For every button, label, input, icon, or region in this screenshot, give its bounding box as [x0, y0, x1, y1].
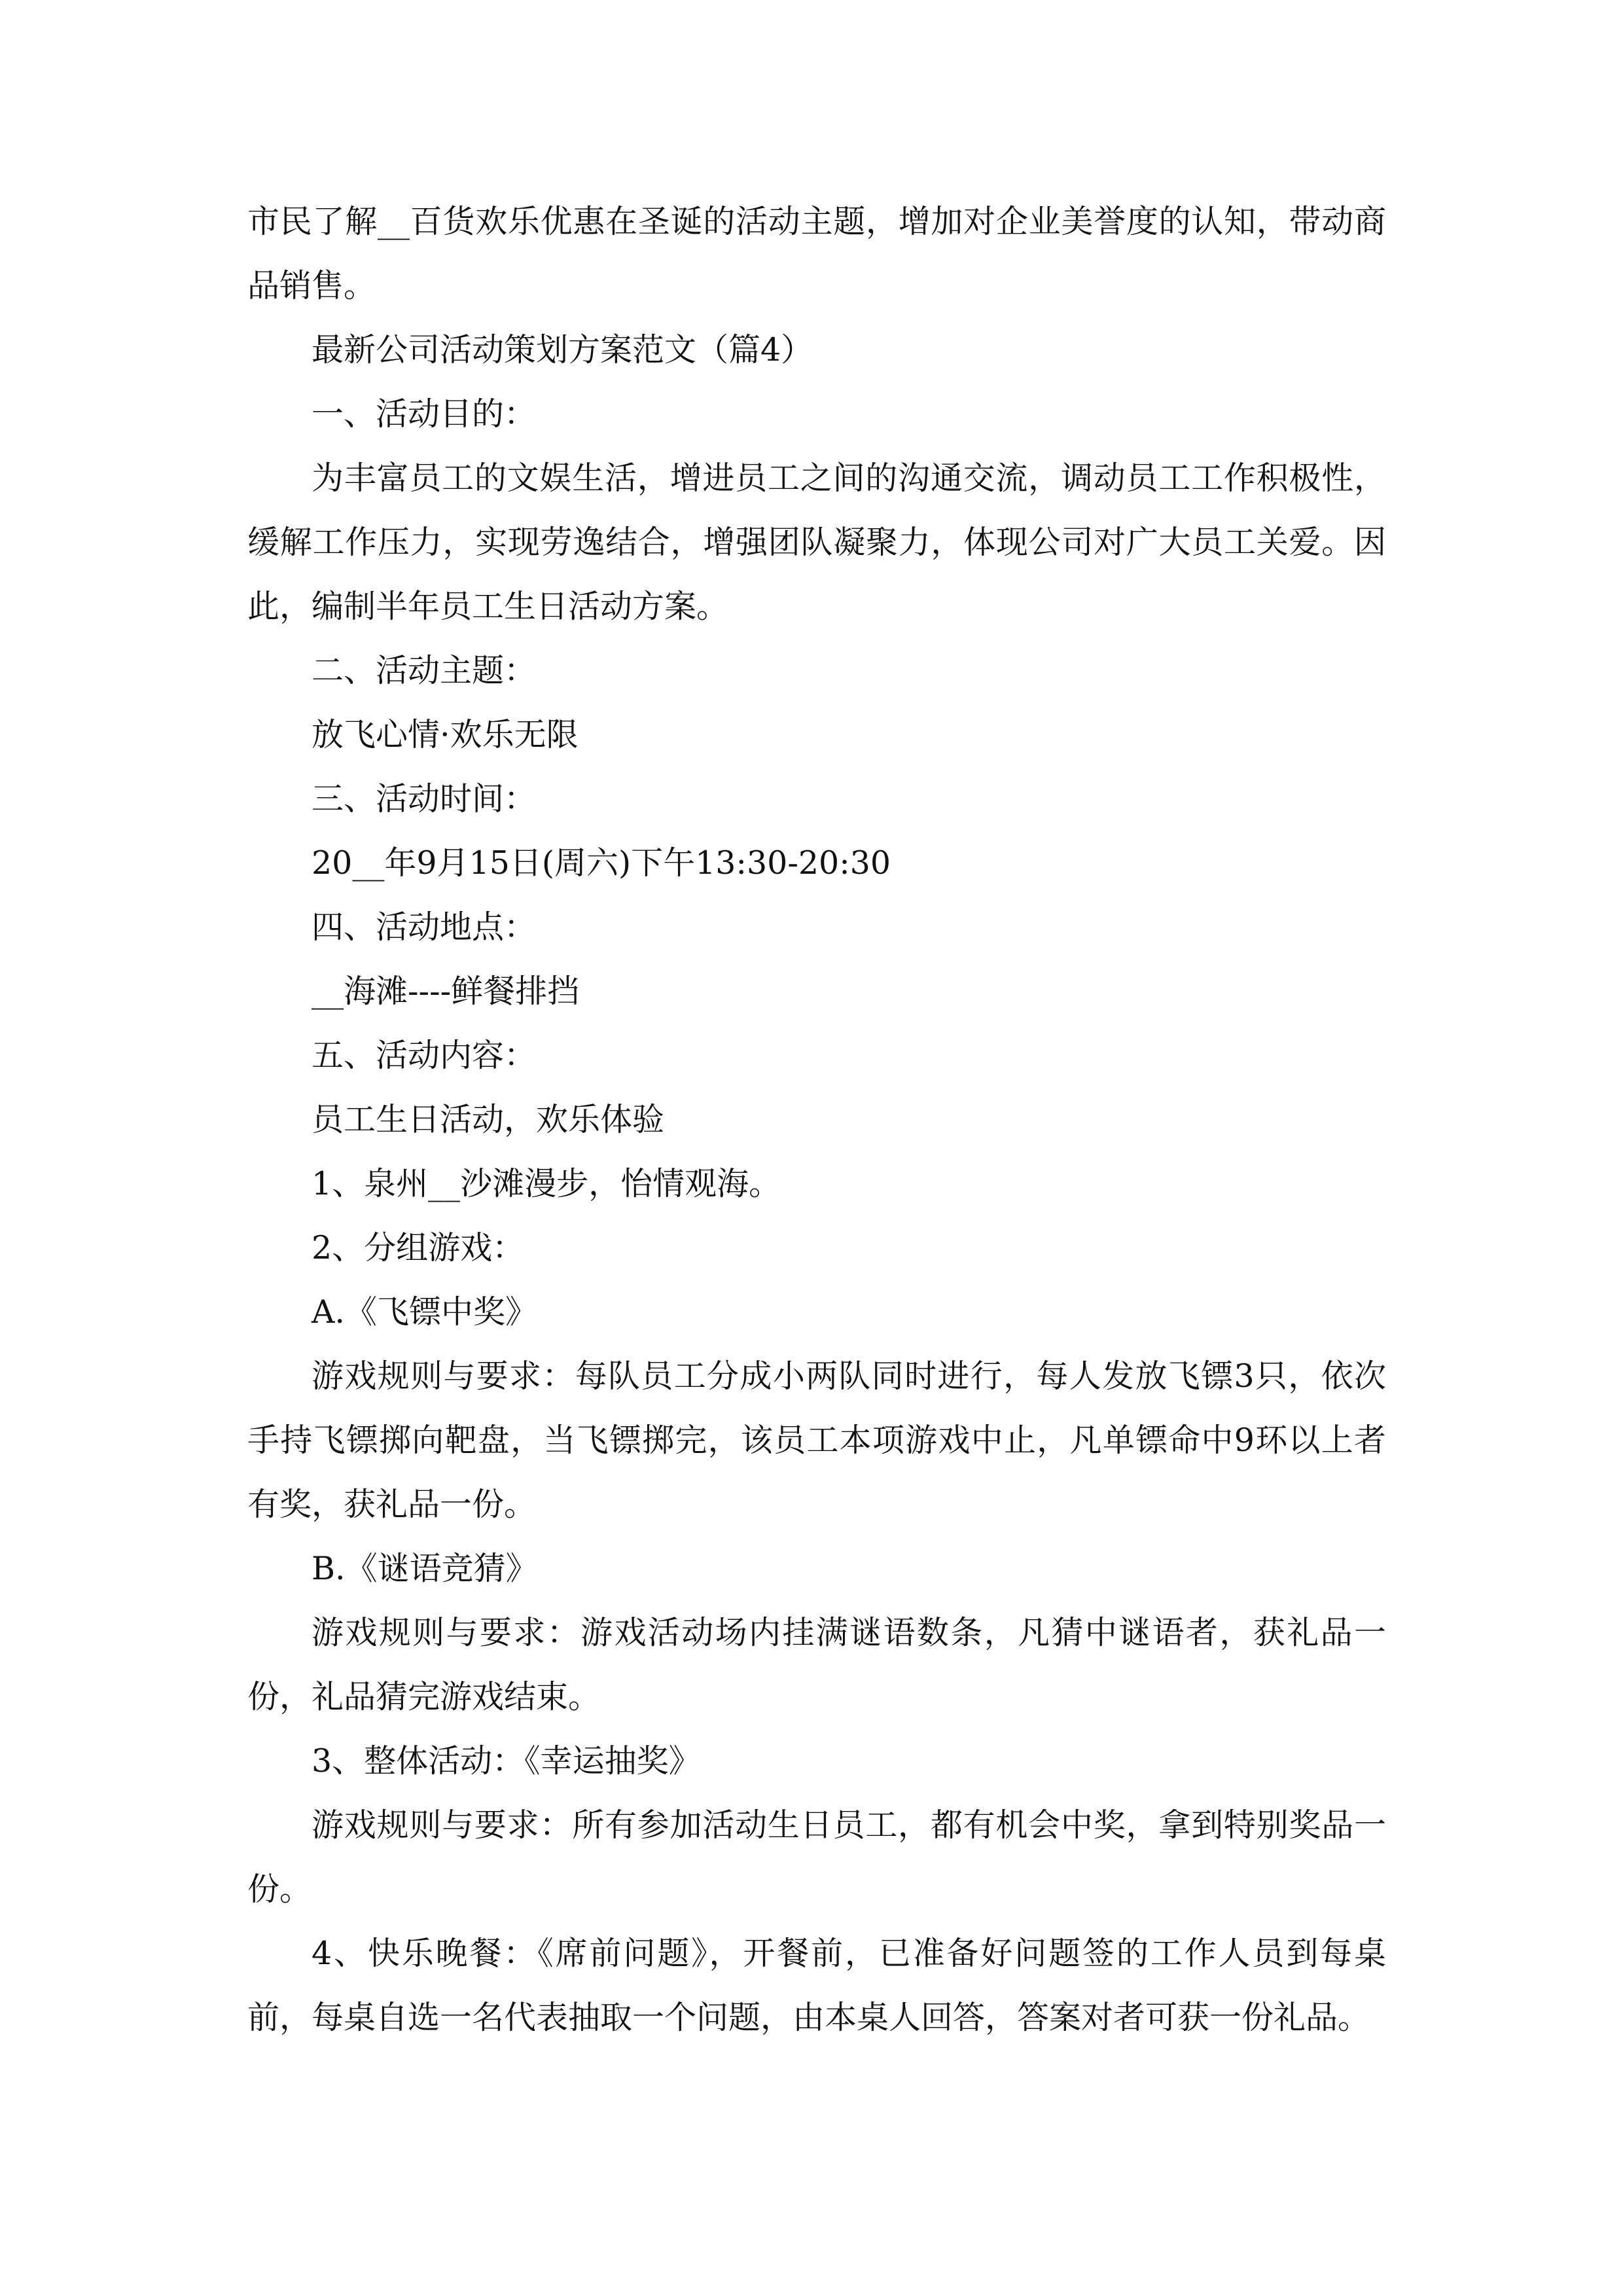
paragraph-time: 20__年9月15日(周六)下午13:30-20:30 [312, 844, 891, 882]
list-item-1: 1、泉州__沙滩漫步，怡情观海。 [312, 1165, 781, 1202]
game-b-rules: 游戏规则与要求：游戏活动场内挂满谜语数条，凡猜中谜语者，获礼品一份，礼品猜完游戏结束。 [247, 1614, 1386, 1715]
game-a-title: A.《飞镖中奖》 [312, 1293, 537, 1331]
paragraph-intro-continuation: 市民了解__百货欢乐优惠在圣诞的活动主题，增加对企业美誉度的认知，带动商品销售。 [247, 203, 1386, 304]
paragraph-purpose: 为丰富员工的文娱生活，增进员工之间的沟通交流，调动员工工作积极性，缓解工作压力，实现劳逸结合，增强团队凝聚力，体现公司对广大员工关爱。因此，编制半年员工生日活动方案。 [247, 459, 1386, 625]
game-b-title: B.《谜语竞猜》 [312, 1550, 538, 1587]
lottery-rules: 游戏规则与要求：所有参加活动生日员工，都有机会中奖，拿到特别奖品一份。 [247, 1806, 1386, 1908]
heading-purpose: 一、活动目的： [312, 395, 537, 433]
list-item-4: 4、快乐晚餐：《席前问题》，开餐前，已准备好问题签的工作人员到每桌前，每桌自选一名代表抽取一个问题，由本桌人回答，答案对者可获一份礼品。 [247, 1935, 1386, 2036]
heading-location: 四、活动地点： [312, 908, 537, 946]
section-title: 最新公司活动策划方案范文（篇4） [312, 331, 813, 368]
heading-content: 五、活动内容： [312, 1037, 537, 1074]
game-a-rules: 游戏规则与要求：每队员工分成小两队同时进行，每人发放飞镖3只，依次手持飞镖掷向靶盘，当飞镖掷完，该员工本项游戏中止，凡单镖命中9环以上者有奖，获礼品一份。 [247, 1357, 1386, 1523]
list-item-3: 3、整体活动：《幸运抽奖》 [312, 1742, 701, 1780]
heading-time: 三、活动时间： [312, 780, 537, 817]
list-item-2: 2、分组游戏： [312, 1229, 525, 1266]
paragraph-location: __海滩----鲜餐排挡 [312, 973, 580, 1010]
paragraph-theme: 放飞心情·欢乐无限 [312, 716, 579, 753]
document-body [247, 190, 1386, 2050]
paragraph-content-summary: 员工生日活动，欢乐体验 [312, 1101, 665, 1138]
heading-theme: 二、活动主题： [312, 652, 537, 689]
